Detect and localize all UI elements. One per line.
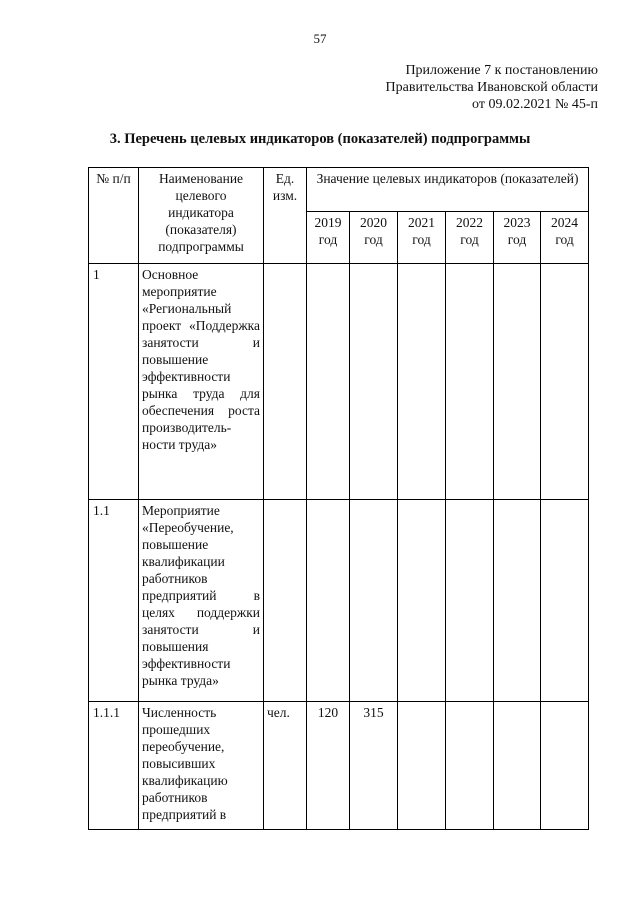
row-name: Мероприятие «Переобучение, повышение квалификации работников предприятий в целях поддержки занятости и повышения эффективности рынка труда» bbox=[139, 500, 264, 702]
row-value bbox=[446, 264, 494, 500]
appendix-line-3: от 09.02.2021 № 45-п bbox=[472, 97, 598, 112]
header-year: 2020 год bbox=[350, 212, 398, 264]
row-value bbox=[541, 500, 589, 702]
row-value bbox=[494, 500, 541, 702]
table-row bbox=[89, 264, 589, 500]
row-unit bbox=[264, 500, 307, 702]
row-value bbox=[350, 264, 398, 500]
row-value bbox=[494, 264, 541, 500]
row-unit: чел. bbox=[264, 702, 307, 830]
header-values-group: Значение целевых индикаторов (показателей) bbox=[307, 168, 589, 212]
row-value bbox=[350, 500, 398, 702]
header-year: 2024 год bbox=[541, 212, 589, 264]
header-year: 2021 год bbox=[398, 212, 446, 264]
header-name: Наименование целевого индикатора (показателя) подпрограммы bbox=[139, 168, 264, 264]
header-num: № п/п bbox=[89, 168, 139, 264]
row-num: 1.1 bbox=[89, 500, 139, 702]
row-value bbox=[446, 500, 494, 702]
row-value bbox=[307, 500, 350, 702]
table-row bbox=[89, 500, 589, 702]
header-row bbox=[89, 168, 589, 212]
appendix-reference bbox=[386, 62, 598, 113]
header-year: 2023 год bbox=[494, 212, 541, 264]
row-value bbox=[398, 264, 446, 500]
row-name: Численность прошедших переобучение, повысивших квалификацию работников предприятий в bbox=[139, 702, 264, 830]
row-value bbox=[541, 702, 589, 830]
header-unit: Ед. изм. bbox=[264, 168, 307, 264]
table-row bbox=[89, 702, 589, 830]
row-value: 120 bbox=[307, 702, 350, 830]
page-number: 57 bbox=[313, 31, 327, 46]
header-year: 2019 год bbox=[307, 212, 350, 264]
row-value: 315 bbox=[350, 702, 398, 830]
header-year: 2022 год bbox=[446, 212, 494, 264]
row-unit bbox=[264, 264, 307, 500]
row-value bbox=[398, 702, 446, 830]
row-num: 1.1.1 bbox=[89, 702, 139, 830]
row-value bbox=[494, 702, 541, 830]
row-value bbox=[398, 500, 446, 702]
row-value bbox=[541, 264, 589, 500]
row-name: Основное мероприятие «Региональный проект «Поддержка занятости и повышение эффективности рынка труда для обеспечения роста производитель-ности труда» bbox=[139, 264, 264, 500]
appendix-line-2: Правительства Ивановской области bbox=[385, 80, 598, 95]
indicators-table bbox=[88, 167, 589, 830]
row-value bbox=[307, 264, 350, 500]
appendix-line-1: Приложение 7 к постановлению bbox=[405, 63, 598, 78]
section-title: 3. Перечень целевых индикаторов (показателей) подпрограммы bbox=[109, 131, 531, 147]
row-num: 1 bbox=[89, 264, 139, 500]
row-value bbox=[446, 702, 494, 830]
